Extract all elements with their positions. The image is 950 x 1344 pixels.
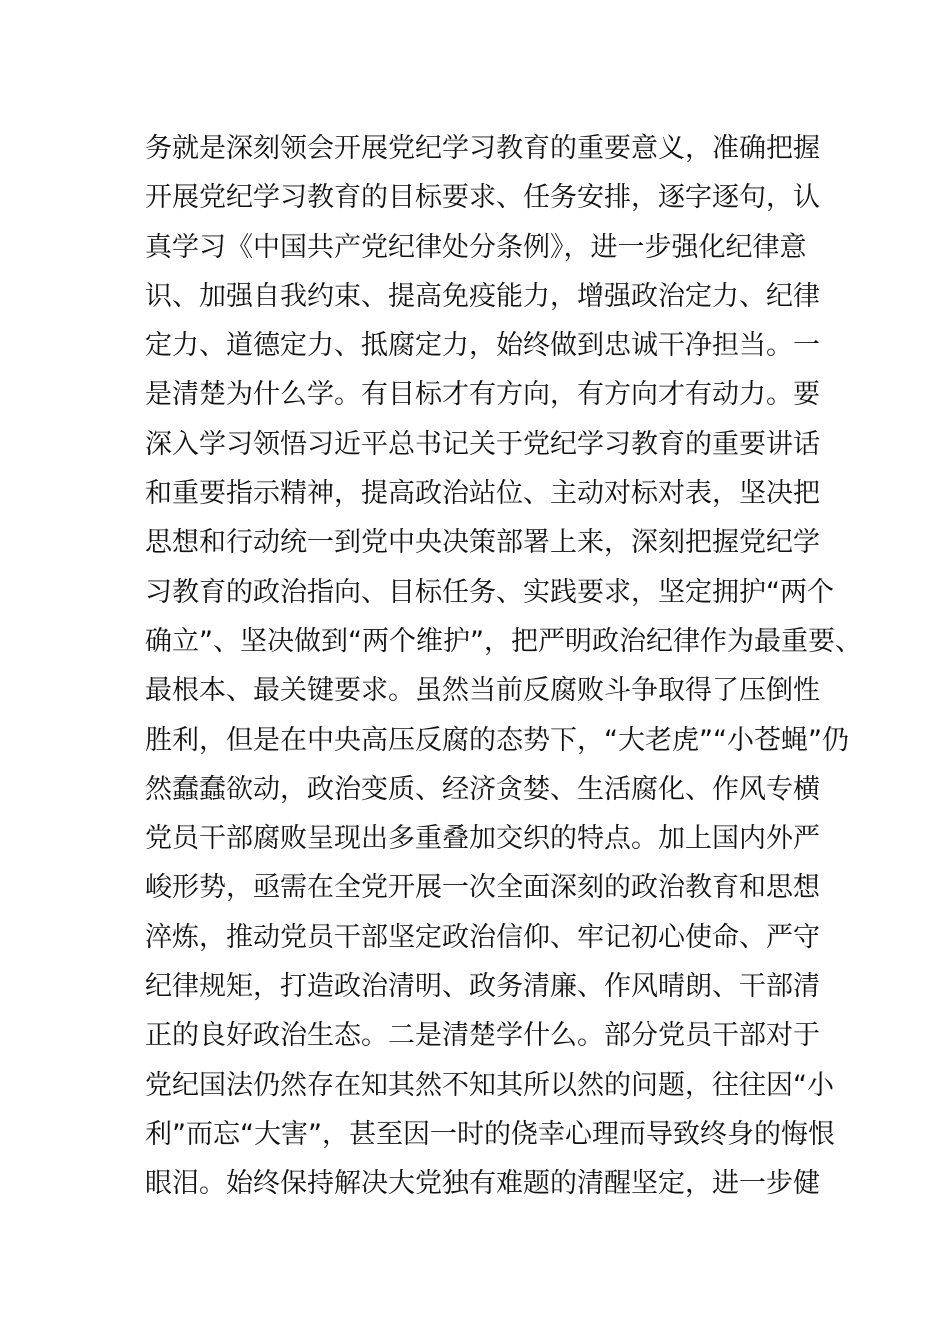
text-line: 正的良好政治生态。二是清楚学什么。部分党员干部对于 — [145, 1020, 820, 1052]
text-line: 思想和行动统一到党中央决策部署上来，深刻把握党纪学 — [145, 527, 820, 559]
body-text — [145, 124, 862, 1209]
text-line: 是清楚为什么学。有目标才有方向，有方向才有动力。要 — [145, 379, 820, 411]
text-line: 深入学习领悟习近平总书记关于党纪学习教育的重要讲话 — [145, 428, 820, 460]
text-line: 淬炼，推动党员干部坚定政治信仰、牢记初心使命、严守 — [145, 921, 820, 953]
text-line: 开展党纪学习教育的目标要求、任务安排，逐字逐句，认 — [145, 182, 820, 214]
text-line: 党员干部腐败呈现出多重叠加交织的特点。加上国内外严 — [145, 823, 820, 855]
text-line: 眼泪。始终保持解决大党独有难题的清醒坚定，进一步健 — [145, 1168, 820, 1200]
text-line: 纪律规矩，打造政治清明、政务清廉、作风晴朗、干部清 — [145, 971, 820, 1003]
text-line: 峻形势，亟需在全党开展一次全面深刻的政治教育和思想 — [145, 872, 820, 904]
text-line: 党纪国法仍然存在知其然不知其所以然的问题，往往因“小 — [145, 1069, 834, 1101]
text-line: 和重要指示精神，提高政治站位、主动对标对表，坚决把 — [145, 478, 820, 510]
text-line: 确立”、坚决做到“两个维护”，把严明政治纪律作为最重要、 — [145, 625, 862, 657]
text-line: 利”而忘“大害”，甚至因一时的侥幸心理而导致终身的悔恨 — [145, 1118, 835, 1150]
text-line: 定力、道德定力、抵腐定力，始终做到忠诚干净担当。一 — [145, 330, 820, 362]
text-line: 识、加强自我约束、提高免疫能力，增强政治定力、纪律 — [145, 280, 820, 312]
text-line: 胜利，但是在中央高压反腐的态势下，“大老虎”“小苍蝇”仍 — [145, 724, 849, 756]
text-line: 最根本、最关键要求。虽然当前反腐败斗争取得了压倒性 — [145, 675, 820, 707]
text-line: 习教育的政治指向、目标任务、实践要求，坚定拥护“两个 — [145, 576, 834, 608]
text-line: 真学习《中国共产党纪律处分条例》，进一步强化纪律意 — [145, 231, 807, 263]
text-line: 然蠢蠢欲动，政治变质、经济贪婪、生活腐化、作风专横 — [145, 773, 820, 805]
text-line: 务就是深刻领会开展党纪学习教育的重要意义，准确把握 — [145, 133, 820, 164]
